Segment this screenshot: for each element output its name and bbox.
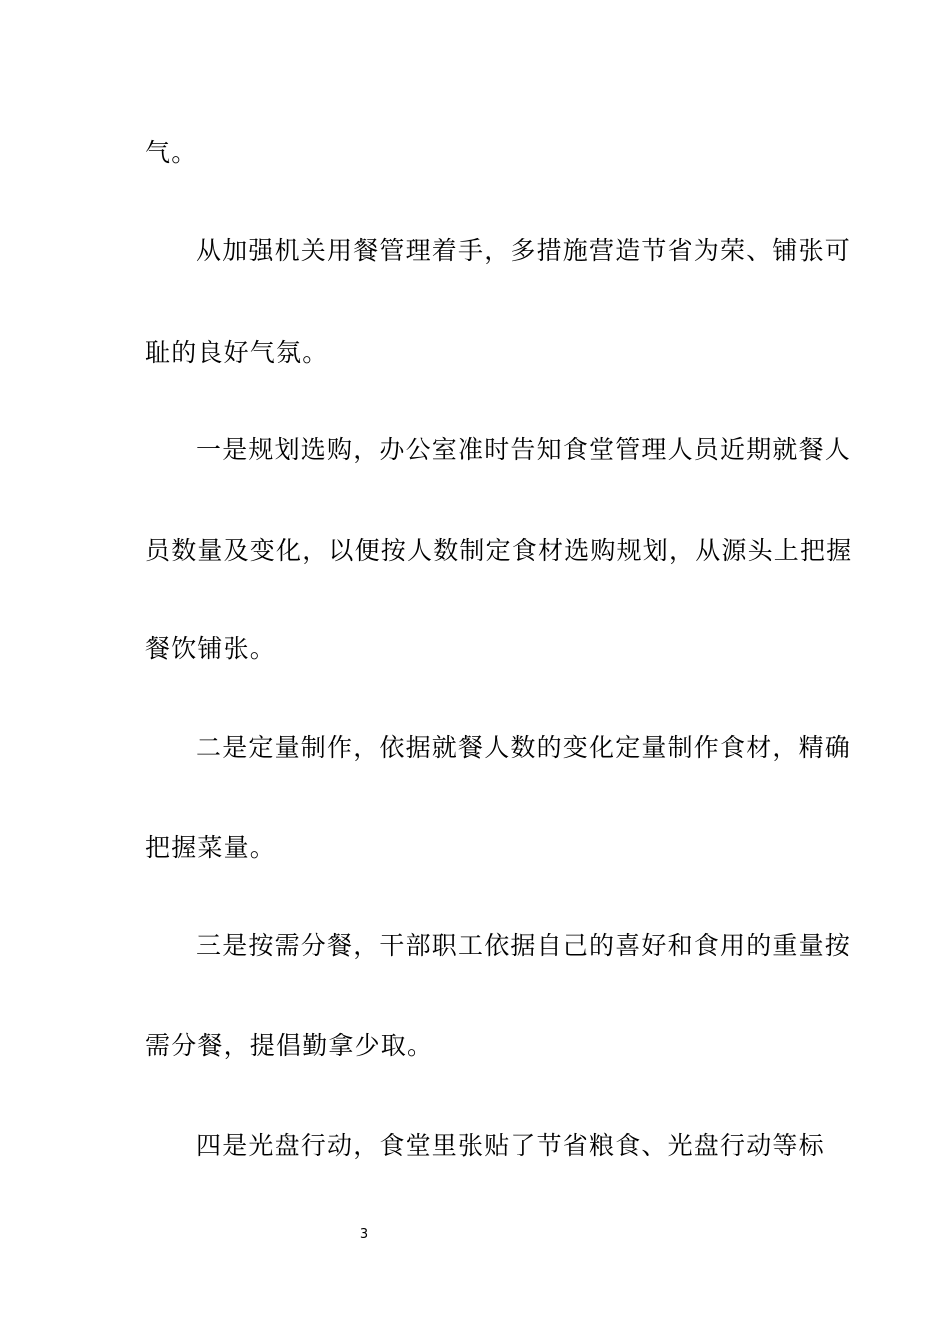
page-number: 3 [359, 1227, 369, 1242]
paragraph-3-line-1: 二是定量制作，依据就餐人数的变化定量制作食材，精确 [196, 733, 852, 762]
paragraph-2-line-3: 餐饮铺张。 [145, 634, 277, 663]
paragraph-3-line-2: 把握菜量。 [145, 833, 277, 862]
text-line-1: 气。 [145, 138, 198, 167]
paragraph-2-line-2: 员数量及变化，以便按人数制定食材选购规划，从源头上把握 [145, 536, 853, 565]
paragraph-1-line-1: 从加强机关用餐管理着手，多措施营造节省为荣、铺张可 [196, 236, 852, 265]
paragraph-4-line-1: 三是按需分餐，干部职工依据自己的喜好和食用的重量按 [196, 931, 852, 960]
paragraph-5-line-1: 四是光盘行动，食堂里张贴了节省粮食、光盘行动等标 [196, 1131, 825, 1160]
paragraph-4-line-2: 需分餐，提倡勤拿少取。 [145, 1031, 434, 1060]
paragraph-2-line-1: 一是规划选购，办公室准时告知食堂管理人员近期就餐人 [196, 435, 852, 464]
paragraph-1-line-2: 耻的良好气氛。 [145, 338, 329, 367]
